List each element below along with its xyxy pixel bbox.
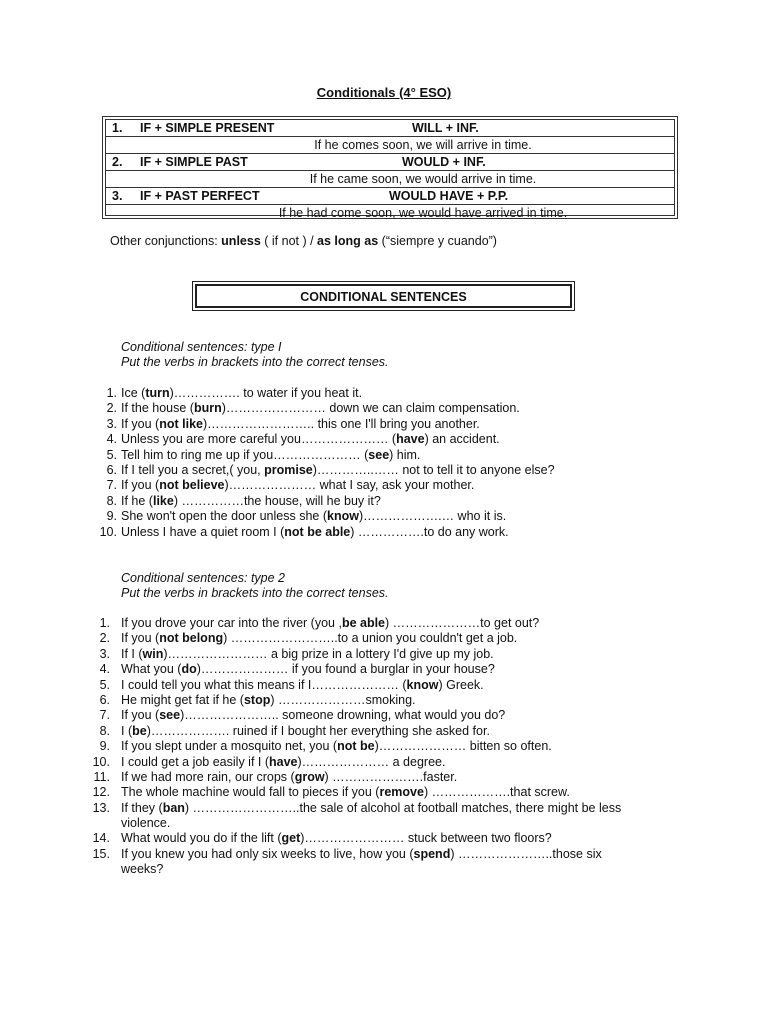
verb-prompt: ban: [162, 800, 185, 815]
summary-example-text: If he had come soon, we would have arrived in time.: [278, 206, 568, 220]
verb-prompt: burn: [193, 401, 222, 416]
type2-exercise-list: [0, 616, 768, 878]
type2-exercise-item: [0, 678, 768, 693]
verb-prompt: know: [327, 509, 359, 524]
verb-prompt: not belong: [159, 631, 224, 646]
section-banner-label: CONDITIONAL SENTENCES: [195, 284, 572, 308]
type2-exercise-item: [0, 801, 768, 832]
type1-exercise-item: [0, 494, 768, 509]
exercise-number: 2.: [99, 631, 110, 646]
exercise-number: 13.: [92, 800, 110, 815]
exercise-number: 6.: [106, 462, 117, 477]
exercise-number: 10.: [99, 524, 117, 539]
exercise-sentence: What you (do)………………… if you found a burglar in your house?: [121, 662, 495, 677]
other-conjunctions: [110, 234, 497, 248]
exercise-number: 9.: [99, 739, 110, 754]
type2-instruction: Put the verbs in brackets into the correct tenses.: [121, 586, 389, 600]
verb-prompt: win: [142, 646, 164, 661]
summary-example-row: [106, 205, 674, 221]
summary-row-number: 1.: [112, 121, 123, 135]
exercise-sentence: I could tell you what this means if I………………… (know) Greek.: [121, 677, 484, 692]
verb-prompt: remove: [379, 785, 424, 800]
summary-main-clause: WILL + INF.: [412, 121, 479, 135]
exercise-sentence: If I (win)…………………… a big prize in a lottery I'd give up my job.: [121, 646, 494, 661]
summary-if-clause: IF + PAST PERFECT: [140, 189, 260, 203]
type1-exercise-item: [0, 525, 768, 540]
exercise-number: 15.: [92, 846, 110, 861]
verb-prompt: have: [269, 754, 298, 769]
exercise-number: 4.: [106, 432, 117, 447]
exercise-number: 6.: [99, 692, 110, 707]
verb-prompt: see: [368, 447, 390, 462]
exercise-number: 2.: [106, 401, 117, 416]
type1-exercise-item: [0, 448, 768, 463]
exercise-number: 3.: [99, 646, 110, 661]
exercise-sentence: I (be)………………. ruined if I bought her everything she asked for.: [121, 723, 490, 738]
type2-exercise-item: [0, 785, 768, 800]
other-conjunctions-prefix: Other conjunctions:: [110, 234, 222, 248]
summary-structure-row: [106, 154, 674, 171]
summary-example-text: If he came soon, we would arrive in time.: [309, 172, 537, 186]
exercise-sentence: Tell him to ring me up if you………………… (see) him.: [121, 447, 421, 462]
type1-heading: Conditional sentences: type I: [121, 340, 282, 354]
summary-row-number: 3.: [112, 189, 123, 203]
verb-prompt: stop: [243, 692, 271, 707]
verb-prompt: not like: [159, 416, 203, 431]
other-conjunctions-suffix: (“siempre y cuando”): [378, 234, 497, 248]
other-conjunctions-middle: ( if not ) /: [260, 234, 318, 248]
verb-prompt: have: [396, 432, 425, 447]
type1-exercise-list: [0, 386, 768, 540]
unless-keyword: unless: [221, 234, 261, 248]
summary-example-row: [106, 171, 674, 188]
type2-exercise-item: [0, 724, 768, 739]
type2-exercise-item: [0, 831, 768, 846]
type1-exercise-item: [0, 417, 768, 432]
type1-instruction: Put the verbs in brackets into the correct tenses.: [121, 355, 389, 369]
summary-main-clause: WOULD + INF.: [402, 155, 486, 169]
type2-exercise-item: [0, 770, 768, 785]
exercise-sentence: If you drove your car into the river (you ,be able) …………………to get out?: [121, 616, 540, 630]
exercise-sentence: I could get a job easily if I (have)………………… a degree.: [121, 754, 446, 769]
verb-prompt: turn: [145, 386, 170, 400]
exercise-number: 7.: [106, 478, 117, 493]
verb-prompt: be: [132, 723, 147, 738]
exercise-number: 12.: [92, 785, 110, 800]
verb-prompt: see: [159, 708, 181, 723]
type2-exercise-item: [0, 847, 768, 878]
type1-exercise-item: [0, 463, 768, 478]
exercise-number: 9.: [106, 509, 117, 524]
type1-exercise-item: [0, 432, 768, 447]
exercise-sentence: If he (like) ……………the house, will he buy it?: [121, 493, 381, 508]
exercise-sentence: What would you do if the lift (get)…………………… stuck between two floors?: [121, 831, 552, 846]
verb-prompt: not be: [337, 739, 375, 754]
type1-exercise-item: [0, 509, 768, 524]
type2-exercise-item: [0, 708, 768, 723]
summary-structure-row: [106, 188, 674, 205]
exercise-sentence: If we had more rain, our crops (grow) ………………….faster.: [121, 769, 458, 784]
verb-prompt: promise: [264, 462, 313, 477]
summary-table-inner: [105, 119, 675, 220]
summary-example-row: [106, 137, 674, 154]
type2-exercise-item: [0, 631, 768, 646]
summary-main-clause: WOULD HAVE + P.P.: [389, 189, 509, 203]
exercise-sentence: If you (see)………………….. someone drowning, what would you do?: [121, 708, 506, 723]
type1-exercise-item: [0, 386, 768, 401]
exercise-number: 14.: [92, 831, 110, 846]
verb-prompt: not believe: [159, 478, 225, 493]
type1-exercise-item: [0, 478, 768, 493]
exercise-sentence: If you (not like)…………………….. this one I'll bring you another.: [121, 416, 480, 431]
type2-exercise-item: [0, 662, 768, 677]
exercise-number: 10.: [92, 754, 110, 769]
exercise-sentence: If you (not belong) ……………………..to a union you couldn't get a job.: [121, 631, 518, 646]
summary-table: [102, 116, 678, 219]
type1-header: [121, 340, 389, 370]
verb-prompt: get: [281, 831, 301, 846]
type2-exercise-item: [0, 647, 768, 662]
exercise-sentence: If the house (burn)…………………… down we can claim compensation.: [121, 401, 520, 416]
type1-exercise-item: [0, 401, 768, 416]
type2-heading: Conditional sentences: type 2: [121, 571, 285, 585]
exercise-sentence: If you knew you had only six weeks to live, how you (spend) …………………..those six weeks?: [121, 846, 602, 877]
exercise-number: 5.: [99, 677, 110, 692]
exercise-number: 3.: [106, 416, 117, 431]
as-long-as-keyword: as long as: [317, 234, 379, 248]
exercise-number: 4.: [99, 662, 110, 677]
exercise-number: 11.: [93, 769, 110, 784]
exercise-number: 8.: [99, 723, 110, 738]
exercise-sentence: Ice (turn)……………. to water if you heat it.: [121, 386, 363, 400]
type2-exercise-item: [0, 693, 768, 708]
exercise-sentence: The whole machine would fall to pieces if you (remove) ……………….that screw.: [121, 785, 570, 800]
type2-exercise-item: [0, 739, 768, 754]
type2-exercise-item: [0, 755, 768, 770]
exercise-sentence: If I tell you a secret,( you, promise)…………..…… not to tell it to anyone else?: [121, 462, 555, 477]
summary-if-clause: IF + SIMPLE PAST: [140, 155, 248, 169]
type2-exercise-item: [0, 616, 768, 631]
exercise-number: 1.: [99, 616, 110, 630]
exercise-sentence: He might get fat if he (stop) …………………smoking.: [121, 692, 416, 707]
verb-prompt: grow: [294, 769, 325, 784]
verb-prompt: be able: [341, 616, 386, 630]
summary-structure-row: [106, 120, 674, 137]
exercise-sentence: She won't open the door unless she (know)……………….… who it is.: [121, 509, 507, 524]
exercise-sentence: If you slept under a mosquito net, you (not be)………………… bitten so often.: [121, 739, 552, 754]
exercise-sentence: Unless I have a quiet room I (not be able) …………….to do any work.: [121, 524, 509, 539]
exercise-sentence: If they (ban) ……………………..the sale of alcohol at football matches, there might be less violence.: [121, 800, 622, 831]
page-title: Conditionals (4° ESO): [316, 85, 452, 100]
summary-row-number: 2.: [112, 155, 123, 169]
exercise-number: 7.: [99, 708, 110, 723]
verb-prompt: like: [152, 493, 174, 508]
exercise-number: 8.: [106, 493, 117, 508]
verb-prompt: not be able: [284, 524, 351, 539]
exercise-number: 5.: [106, 447, 117, 462]
section-banner: [192, 281, 575, 311]
verb-prompt: spend: [413, 846, 451, 861]
type2-header: [121, 571, 389, 601]
exercise-sentence: If you (not believe)………………… what I say, ask your mother.: [121, 478, 475, 493]
summary-if-clause: IF + SIMPLE PRESENT: [140, 121, 275, 135]
exercise-sentence: Unless you are more careful you………………… (have) an accident.: [121, 432, 500, 447]
verb-prompt: do: [181, 662, 197, 677]
exercise-number: 1.: [106, 386, 117, 400]
verb-prompt: know: [406, 677, 439, 692]
summary-example-text: If he comes soon, we will arrive in time.: [314, 138, 532, 152]
